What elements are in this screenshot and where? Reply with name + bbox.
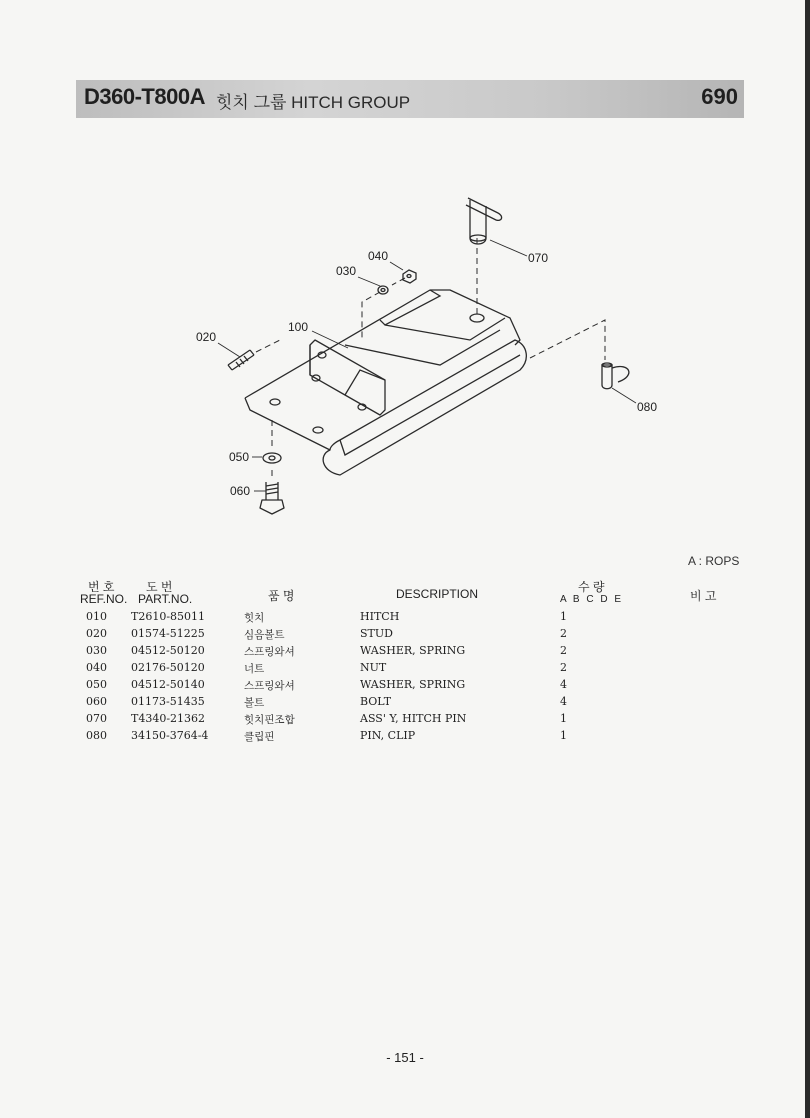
part-qty: 2 <box>560 661 567 674</box>
part-no: 01173-51435 <box>131 695 205 708</box>
part-no: 01574-51225 <box>131 627 205 640</box>
part-qty: 4 <box>560 678 567 691</box>
ref-no: 030 <box>86 644 107 657</box>
header-part-en: PART.NO. <box>138 592 193 606</box>
table-row <box>0 712 810 729</box>
part-description: WASHER, SPRING <box>360 678 466 691</box>
part-name-ko: 볼트 <box>244 697 265 709</box>
part-description: STUD <box>360 627 393 640</box>
page-code: 690 <box>701 84 738 109</box>
part-name-ko: 힛치 <box>244 612 265 624</box>
table-row <box>0 678 810 695</box>
callout-050: 050 <box>229 450 250 464</box>
callout-040: 040 <box>368 249 389 263</box>
header-remarks: 비 고 <box>690 589 717 603</box>
part-name-ko: 스프링와셔 <box>244 646 295 658</box>
part-name-ko: 스프링와셔 <box>244 680 295 692</box>
part-no: 04512-50140 <box>131 678 205 691</box>
part-no: 02176-50120 <box>131 661 205 674</box>
header-description: DESCRIPTION <box>396 587 479 601</box>
part-no: 34150-3764-4 <box>131 729 209 742</box>
part-no: 04512-50120 <box>131 644 205 657</box>
callout-070: 070 <box>528 251 549 265</box>
model-code: D360-T800A <box>84 84 205 109</box>
callout-060: 060 <box>230 484 251 498</box>
header-ref-en: REF.NO. <box>80 592 128 606</box>
part-qty: 1 <box>560 729 567 742</box>
part-name-ko: 클립핀 <box>244 731 275 743</box>
part-description: WASHER, SPRING <box>360 644 466 657</box>
part-qty: 1 <box>560 712 567 725</box>
part-no: T4340-21362 <box>131 712 206 725</box>
rops-note: A : ROPS <box>688 554 740 568</box>
part-name-ko: 심음볼트 <box>244 629 285 641</box>
part-qty: 4 <box>560 695 567 708</box>
table-row <box>0 610 810 627</box>
table-row <box>0 644 810 661</box>
part-no: T2610-85011 <box>131 610 206 623</box>
part-qty: 2 <box>560 644 567 657</box>
table-row <box>0 695 810 712</box>
part-qty: 1 <box>560 610 567 623</box>
part-description: BOLT <box>360 695 392 708</box>
part-name-ko: 힛치핀조합 <box>244 714 295 726</box>
group-title: 힛치 그룹 HITCH GROUP <box>216 93 411 112</box>
diagram-callouts <box>0 0 810 540</box>
part-description: HITCH <box>360 610 400 623</box>
ref-no: 020 <box>86 627 107 640</box>
table-row <box>0 661 810 678</box>
callout-020: 020 <box>196 330 217 344</box>
ref-no: 070 <box>86 712 107 725</box>
part-name-ko: 너트 <box>244 663 265 675</box>
ref-no: 010 <box>86 610 107 623</box>
header-part-ko: 도 번 <box>146 580 173 594</box>
part-description: PIN, CLIP <box>360 729 416 742</box>
ref-no: 050 <box>86 678 107 691</box>
callout-030: 030 <box>336 264 357 278</box>
part-description: NUT <box>360 661 387 674</box>
table-row <box>0 627 810 644</box>
part-description: ASS' Y, HITCH PIN <box>360 712 467 725</box>
callout-100: 100 <box>288 320 309 334</box>
ref-no: 040 <box>86 661 107 674</box>
page-number: - 151 - <box>386 1050 424 1065</box>
header-qty-cols: A B C D E <box>560 594 622 605</box>
ref-no: 060 <box>86 695 107 708</box>
table-row <box>0 729 810 746</box>
callout-080: 080 <box>637 400 658 414</box>
part-qty: 2 <box>560 627 567 640</box>
header-ref-ko: 번 호 <box>88 580 115 594</box>
ref-no: 080 <box>86 729 107 742</box>
header-qty-ko: 수 량 <box>578 580 605 594</box>
header-name-ko: 품 명 <box>268 589 295 603</box>
